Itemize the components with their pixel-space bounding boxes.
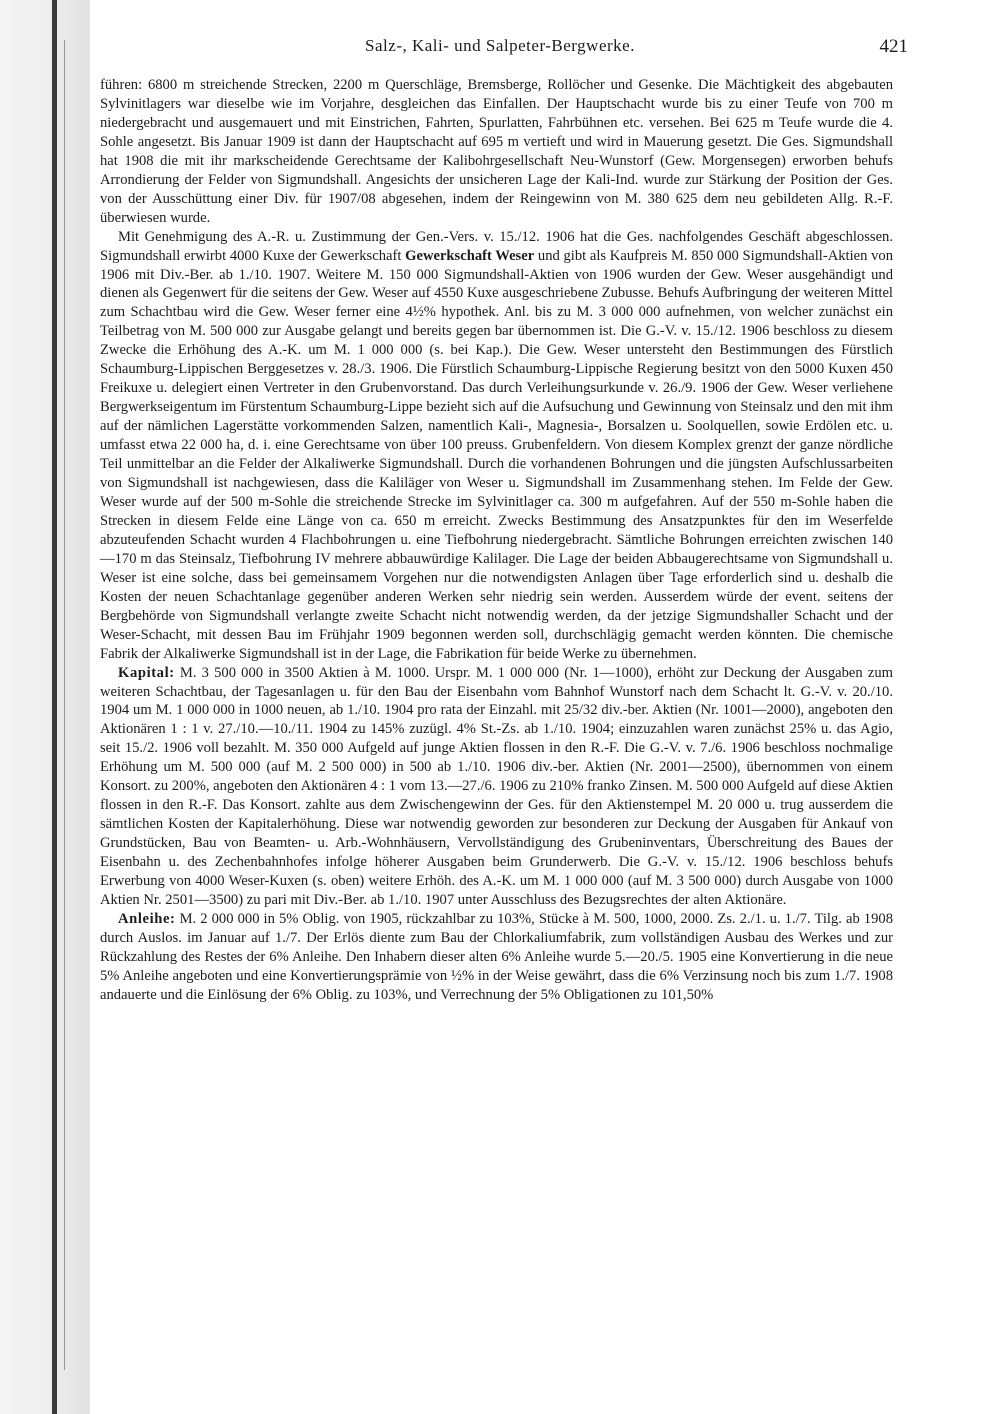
page-header	[100, 36, 908, 60]
body-text	[100, 76, 893, 1005]
paragraph-text-before: Mit Genehmigung des A.-R. u. Zustimmung der Gen.-Vers. v. 15./12. 1906 hat die Ges. nachfolgendes Geschäft abgeschlossen. Sigmundshall erwirbt 4000 Kuxe der Gewerkschaft	[100, 228, 893, 264]
paragraph-intro	[100, 76, 893, 228]
paragraph-text: führen: 6800 m streichende Strecken, 2200 m Querschläge, Bremsberge, Rollöcher und Gesenke. Die Mächtigkeit des abgebauten Sylvinitlagers war dieselbe wie im Vorjahre, desgleichen das Einfallen. Der Hauptschacht wurde bis zu einer Teufe von 700 m niedergebracht und ausgemauert und mit Einstrichen, Fahrten, Spurlatten, Fahrbühnen etc. versehen. Bei 625 m Teufe wurde die 4. Sohle angesetzt. Bis Januar 1909 ist dann der Hauptschacht auf 695 m vertieft und wird in Mauerung gesetzt. Die Ges. Sigmundshall hat 1908 die mit ihr markscheidende Gerechtsame der Kalibohrgesellschaft Neu-Wunstorf (Gew. Morgensegen) erworben behufs Arrondierung der Felder von Sigmundshall. Angesichts der unsicheren Lage der Kali-Ind. wurde zur Stärkung der Position der Ges. von der Ausschüttung einer Div. für 1907/08 abgesehen, indem der Reingewinn von M. 380 625 dem neu gebildeten Allg. R.-F. überwiesen wurde.	[100, 77, 893, 226]
paragraph-text: M. 3 500 000 in 3500 Aktien à M. 1000. Urspr. M. 1 000 000 (Nr. 1—1000), erhöht zur Deckung der Ausgaben zum weiteren Schachtbau, der Tagesanlagen u. für den Bau der Eisenbahn vom Bahnhof Wunstorf nach dem Schacht lt. G.-V. v. 20./10. 1904 um M. 1 000 000 in 1000 neuen, ab 1./10. 1904 pro rata der Einzahl. mit 25/32 div.-ber. Aktien (Nr. 1001—2000), angeboten den Aktionären 1 : 1 v. 27./10.—10./11. 1904 zu 145% zuzügl. 4% St.-Zs. ab 1./10. 1904; einzuzahlen waren zunächst 25% u. das Agio, seit 15./2. 1906 voll bezahlt. M. 350 000 Aufgeld auf junge Aktien flossen in den R.-F. Die G.-V. v. 7./6. 1906 beschloss nochmalige Erhöhung um M. 500 000 (auf M. 2 500 000) in 500 ab 1./10. 1906 div.-ber. Aktien (Nr. 2001—2500), übernommen von einem Konsort. zu 200%, angeboten den Aktionären 4 : 1 vom 13.—27./6. 1906 zu 210% franko Zinsen. M. 500 000 Aufgeld auf diese Aktien flossen in den R.-F. Das Konsort. zahlte aus dem Zwischengewinn der Ges. für den Aktienstempel M. 20 000 u. trug ausserdem die sämtlichen Kosten der Kapitalerhöhung. Diese war notwendig geworden zur besonderen zur Deckung der Ausgaben für Ankauf von Grundstücken, Bau von Beamten- u. Arb.-Wohnhäusern, Vervollständigung des Grubeninventars, Überschreitung des Baues der Eisenbahn u. des Zechenbahnhofes infolge höherer Ausgaben beim Grunderwerb. Die G.-V. v. 15./12. 1906 beschloss behufs Erwerbung von 4000 Weser-Kuxen (s. oben) weitere Erhöh. des A.-K. um M. 1 000 000 (auf M. 3 500 000) durch Ausgabe von 1000 Aktien Nr. 2501—3500) zu pari mit Div.-Ber. ab 1./10. 1907 unter Ausschluss des Bezugsrechtes der alten Aktionäre.	[100, 664, 893, 908]
paragraph-weser	[100, 228, 893, 664]
paragraph-text: und gibt als Kaufpreis M. 850 000 Sigmundshall-Aktien von 1906 mit Div.-Ber. ab 1./10. 1907. Weitere M. 150 000 Sigmundshall-Aktien von 1906 wurden der Gew. Weser ausgehändigt und dienen als Gegenwert für die seitens der Gew. Weser auf 4550 Kuxe ausgeschriebene Zubusse. Behufs Aufbringung der weiteren Mittel zum Schachtbau wird die Gew. Weser ferner eine 4½% hypothek. Anl. bis zu M. 3 000 000 aufnehmen, von welcher zunächst ein Teilbetrag von M. 500 000 zur Ausgabe gelangt und bereits gegen bar übernommen ist. Die G.-V. v. 15./12. 1906 beschloss zu diesem Zwecke die Erhöhung des A.-K. um M. 1 000 000 (s. bei Kap.). Die Gew. Weser untersteht den Bestimmungen des Fürstlich Schaumburg-Lippischen Berggesetzes v. 28./3. 1906. Die Fürstlich Schaumburg-Lippische Regierung besitzt von den 5000 Kuxen 450 Freikuxe u. delegiert einen Vertreter in den Grubenvorstand. Das durch Verleihungsurkunde v. 26./9. 1906 der Gew. Weser verliehene Bergwerkseigentum im Fürstentum Schaumburg-Lippe bezieht sich auf die Aufsuchung und Gewinnung von Steinsalz und den mit ihm auf der nämlichen Lagerstätte vorkommenden Salzen, namentlich Kali-, Magnesia-, Borsalzen u. Soolquellen, sowie Erdölen etc. u. umfasst etwa 22 000 ha, d. i. eine Gerechtsame von über 100 preuss. Grubenfeldern. Von diesem Komplex grenzt der ganze nördliche Teil unmittelbar an die Felder der Alkaliwerke Sigmundshall. Durch die vorhandenen Bohrungen und die jüngsten Aufschlussarbeiten von Sigmundshall ist nachgewiesen, dass die Kaliläger von Weser u. Sigmundshall im Zusammenhang stehen. Im Felde der Gew. Weser wurde auf der 500 m-Sohle die streichende Strecke im Sylvinitlager ca. 300 m aufgefahren. Auf der 550 m-Sohle haben die Strecken in diesem Felde eine Länge von ca. 650 m erreicht. Zwecks Bestimmung des Ansatzpunktes für den im Weserfelde abzuteufenden Schacht wurden 4 Flachbohrungen u. eine Tiefbohrung niedergebracht. Sämtliche Bohrungen erreichten zwischen 140—170 m das Steinsalz, Tiefbohrung IV mehrere abbauwürdige Kalilager. Die Lage der beiden Abbaugerechtsame von Sigmundshall u. Weser ist eine solche, dass bei gemeinsamem Vorgehen nur die notwendigsten Anlagen über Tage erforderlich sind u. deshalb die Kosten der neuen Schachtanlage gegenüber anderen Werken sehr niedrig sein werden. Ausserdem würde der event. seitens der Bergbehörde von Sigmundshall verlangte zweite Schacht nicht notwendig werden, da der jetzige Sigmundshaller Schacht und der Weser-Schacht, mit dessen Bau im Frühjahr 1909 begonnen werden soll, durchschlägig gemacht werden könnten. Die chemische Fabrik der Alkaliwerke Sigmundshall ist in der Lage, die Fabrikation für beide Werke zu übernehmen.	[100, 247, 894, 662]
page-edge-shadow	[52, 0, 57, 1414]
running-head: Salz-, Kali- und Salpeter-Bergwerke.	[365, 36, 635, 55]
paragraph-anleihe	[100, 910, 893, 1005]
page-number: 421	[879, 36, 908, 57]
paragraph-kapital	[100, 664, 893, 910]
section-lead-kapital: Kapital:	[118, 664, 175, 681]
column-rule	[64, 40, 65, 1370]
company-name: Gewerkschaft Weser	[405, 247, 535, 264]
paragraph-text: M. 2 000 000 in 5% Oblig. von 1905, rückzahlbar zu 103%, Stücke à M. 500, 1000, 2000. Zs. 2./1. u. 1./7. Tilg. ab 1908 durch Auslos. im Januar auf 1./7. Der Erlös diente zum Bau der Chlorkaliumfabrik, zum vollständigen Ausbau des Werkes und zur Rückzahlung des Restes der 6% Anleihe. Den Inhabern dieser alten 6% Anleihe wurde 5.—20./5. 1905 eine Konvertierung in die neue 5% Anleihe angeboten und eine Konvertierungsprämie von ½% in der Weise gewährt, dass die 6% Verzinsung noch bis zum 1./7. 1908 andauerte und die Einlösung der 6% Oblig. zu 103%, und Verrechnung der 5% Obligationen zu 101,50%	[100, 910, 893, 1003]
binding-gutter	[0, 0, 90, 1414]
section-lead-anleihe: Anleihe:	[118, 910, 176, 927]
